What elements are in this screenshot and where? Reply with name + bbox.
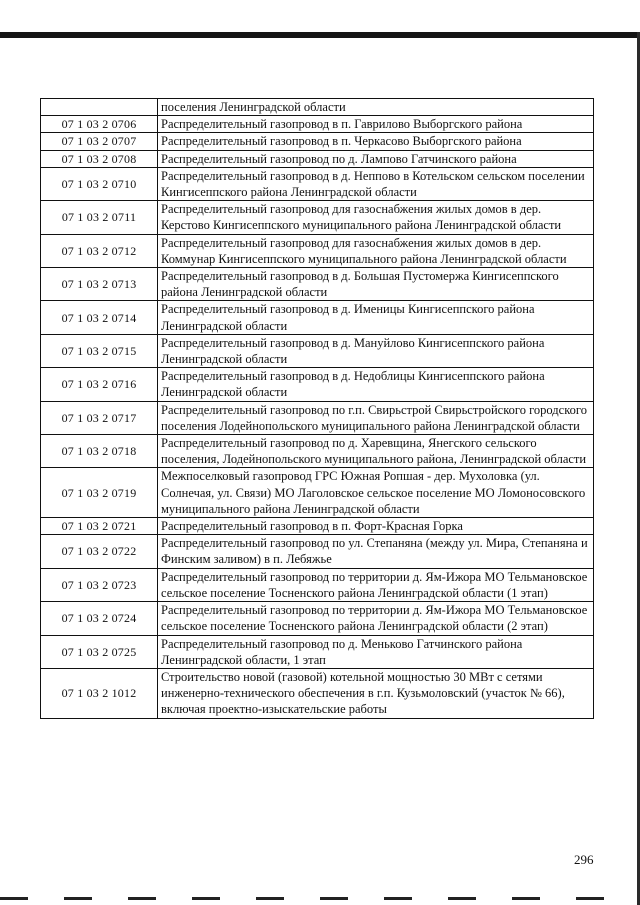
object-name-cell: Распределительный газопровод для газоснабжения жилых домов в дер. Коммунар Кингисеппского муниципального района Ленинградской области [158,234,594,267]
budget-code-cell: 07 1 03 2 0713 [41,268,158,301]
table-row [41,301,594,334]
budget-code-cell: 07 1 03 2 0725 [41,635,158,668]
budget-code-cell: 07 1 03 2 0708 [41,150,158,167]
table-row [41,635,594,668]
table-row [41,201,594,234]
table-row [41,568,594,601]
object-name-cell: поселения Ленинградской области [158,99,594,116]
budget-code-cell: 07 1 03 2 0717 [41,401,158,434]
scan-border-bottom [0,897,640,900]
budget-code-cell: 07 1 03 2 1012 [41,668,158,718]
object-name-cell: Распределительный газопровод в д. Именицы Кингисеппского района Ленинградской области [158,301,594,334]
object-name-cell: Распределительный газопровод в п. Форт-Красная Горка [158,518,594,535]
object-name-cell: Строительство новой (газовой) котельной мощностью 30 МВт с сетями инженерно-технического обеспечения в г.п. Кузьмоловский (участок № 66), включая проектно-изыскательские работы [158,668,594,718]
budget-code-cell: 07 1 03 2 0715 [41,334,158,367]
table-row [41,468,594,518]
budget-code-cell: 07 1 03 2 0706 [41,116,158,133]
object-name-cell: Распределительный газопровод для газоснабжения жилых домов в дер. Керстово Кингисеппского муниципального района Ленинградской области [158,201,594,234]
table-row [41,334,594,367]
object-name-cell: Распределительный газопровод по д. Меньково Гатчинского района Ленинградской области, 1 этап [158,635,594,668]
table-row [41,435,594,468]
budget-code-cell: 07 1 03 2 0722 [41,535,158,568]
table-row [41,401,594,434]
object-name-cell: Распределительный газопровод по д. Лампово Гатчинского района [158,150,594,167]
object-name-cell: Распределительный газопровод по д. Харевщина, Янегского сельского поселения, Лодейнопольского муниципального района, Ленинградской области [158,435,594,468]
budget-code-cell: 07 1 03 2 0710 [41,167,158,200]
budget-code-cell: 07 1 03 2 0712 [41,234,158,267]
object-name-cell: Распределительный газопровод в п. Гаврилово Выборгского района [158,116,594,133]
object-name-cell: Межпоселковый газопровод ГРС Южная Ропшая - дер. Мухоловка (ул. Солнечая, ул. Связи) МО Лаголовское сельское поселение МО Ломоносовского муниципального района Ленинградской области [158,468,594,518]
table-body [41,99,594,719]
table-row [41,116,594,133]
page-number: 296 [574,852,594,867]
table-row [41,167,594,200]
object-name-cell: Распределительный газопровод в д. Большая Пустомержа Кингисеппского района Ленинградской области [158,268,594,301]
budget-code-cell: 07 1 03 2 0724 [41,602,158,635]
budget-code-cell [41,99,158,116]
object-name-cell: Распределительный газопровод по территории д. Ям-Ижора МО Тельмановское сельское поселение Тосненского района Ленинградской области (1 этап) [158,568,594,601]
table-row [41,99,594,116]
budget-code-cell: 07 1 03 2 0718 [41,435,158,468]
table-row [41,368,594,401]
table-row [41,518,594,535]
table-row [41,133,594,150]
budget-code-cell: 07 1 03 2 0716 [41,368,158,401]
table-row [41,668,594,718]
budget-code-cell: 07 1 03 2 0723 [41,568,158,601]
table-row [41,535,594,568]
object-name-cell: Распределительный газопровод в д. Мануйлово Кингисеппского района Ленинградской области [158,334,594,367]
budget-code-table [40,98,594,719]
budget-code-cell: 07 1 03 2 0707 [41,133,158,150]
object-name-cell: Распределительный газопровод в п. Черкасово Выборгского района [158,133,594,150]
object-name-cell: Распределительный газопровод по ул. Степаняна (между ул. Мира, Степаняна и Финским заливом) в п. Лебяжье [158,535,594,568]
table-row [41,234,594,267]
budget-code-cell: 07 1 03 2 0711 [41,201,158,234]
object-name-cell: Распределительный газопровод в д. Недоблицы Кингисеппского района Ленинградской области [158,368,594,401]
object-name-cell: Распределительный газопровод в д. Неппово в Котельском сельском поселении Кингисеппского района Ленинградской области [158,167,594,200]
budget-code-cell: 07 1 03 2 0721 [41,518,158,535]
table-row [41,150,594,167]
object-name-cell: Распределительный газопровод по г.п. Свирьстрой Свирьстройского городского поселения Лодейнопольского муниципального района Ленинградской области [158,401,594,434]
budget-code-cell: 07 1 03 2 0714 [41,301,158,334]
table-row [41,268,594,301]
table-row [41,602,594,635]
budget-code-cell: 07 1 03 2 0719 [41,468,158,518]
object-name-cell: Распределительный газопровод по территории д. Ям-Ижора МО Тельмановское сельское поселение Тосненского района Ленинградской области (2 этап) [158,602,594,635]
scan-border-top [0,32,640,38]
